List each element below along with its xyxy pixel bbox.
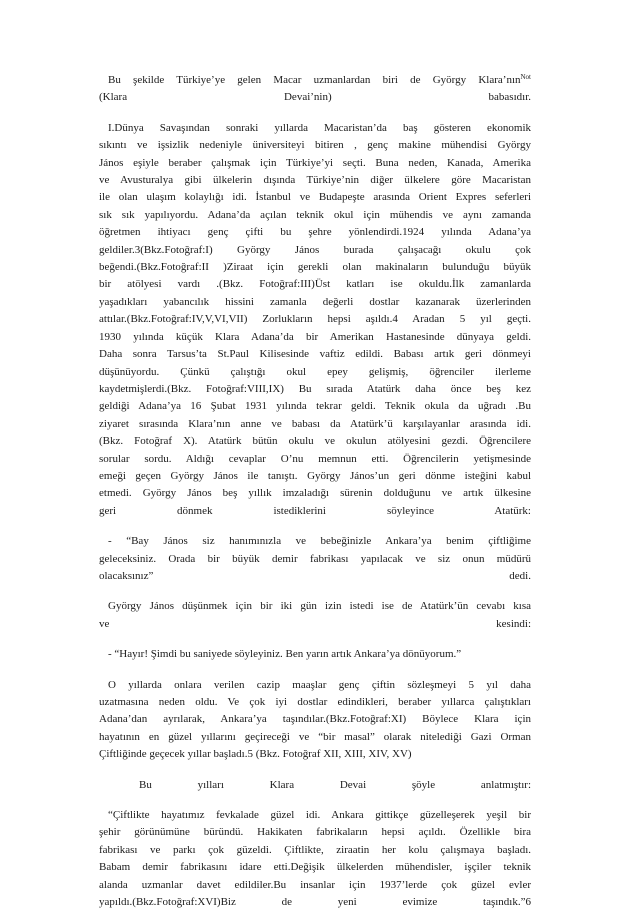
decision-paragraph	[99, 598, 531, 633]
history-line: ziyaret sırasında Klara’nın anne ve babası da Atatürk’ü karşılayanlar arasında idi.	[99, 417, 531, 430]
history-line: János eşiyle beraber çalışmak için Türkiye’yi seçti. Buna neden, Kanada, Amerika	[99, 156, 531, 169]
farm-life-paragraph	[99, 807, 531, 911]
farm-line: fabrikası ve parkı çok güzeldi. Çiftlikte, ziraatin her kolu çalışmaya başladı.	[99, 843, 531, 856]
quote-line: geleceksiniz. Orada bir büyük demir fabrikası yapılacak ve siz onun müdürü	[99, 552, 531, 565]
history-line: geri dönmek istediklerini söyleyince Atatürk:	[99, 504, 531, 517]
history-line: beğendi.(Bkz.Fotoğraf:II )Ziraat için gerekli olan makinaların bulunduğu büyük	[99, 261, 531, 274]
farm-line: şehir görünümüne büründü. Hakikaten fabrikaların hepsi açıldı. Özellikle bira	[99, 826, 531, 839]
history-line: geldiği Adana’ya 16 Şubat 1931 yılında tekrar geldi. Teknik okula da uğradı .Bu	[99, 400, 531, 413]
farm-line: “Çiftlikte hayatımız fevkalade güzel idi. Ankara gittikçe güzelleşerek yeşil bir	[108, 809, 531, 822]
narration-intro-paragraph	[99, 777, 531, 794]
history-line: sık sık yapılıyordu. Adana’da açılan teknik okul için mühendis ve aynı zamanda	[99, 208, 531, 221]
history-line: düşünüyordu. Çünkü çalıştığı okul epey gelişmiş, öğrenciler ilerleme	[99, 365, 531, 378]
ataturk-quote-paragraph	[99, 533, 531, 585]
history-line: geldiler.3(Bkz.Fotoğraf:I) György János burada çalışacağı okulu çok	[99, 243, 531, 256]
history-line: ve Avusturalya gibi ülkelerin dışında Türkiye’nin diğer ülkelere göre Macaristan	[99, 174, 531, 187]
narration-intro-line: Bu yılları Klara Devai şöyle anlatmıştır:	[139, 778, 531, 791]
history-line: yaşadıkları yabancılık hissini zamanla değerli dostlar kazanarak üzerlerinden	[99, 295, 531, 308]
quote-line: - “Bay János siz hanımınızla ve bebeğinizle Ankara’ya benim çiftliğime	[108, 535, 531, 548]
decision-line: György János düşünmek için bir iki gün izin istedi ise de Atatürk’ün cevabı kısa	[108, 600, 531, 613]
history-line: attılar.(Bkz.Fotoğraf:IV,V,VI,VII) Zorlukların hepsi aşıldı.4 Aradan 5 yıl geçti.	[99, 313, 531, 326]
decision-line: ve kesindi:	[99, 617, 531, 630]
history-line: ile olan ulaşım kolaylığı idi. İstanbul ve Budapeşte arasında Orient Expres seferleri	[99, 191, 531, 204]
note-superscript: Not	[520, 73, 531, 81]
history-line: öğretmen ihtiyacı genç çifti bu şehre yönlendirdi.1924 yılında Adana’ya	[99, 226, 531, 239]
reply-paragraph	[99, 646, 531, 663]
intro-line-2: (Klara Devai’nin) babasıdır.	[99, 91, 531, 104]
intro-line-1: Bu şekilde Türkiye’ye gelen Macar uzmanlardan biri de György Klara’nın	[108, 74, 521, 86]
move-to-ankara-paragraph	[99, 677, 531, 764]
history-line: 1930 yılında küçük Klara Adana’da bir Amerikan Hastanesinde dünyaya geldi.	[99, 330, 531, 343]
quote-line: olacaksınız” dedi.	[99, 569, 531, 582]
history-line: I.Dünya Savaşından sonraki yıllarda Macaristan’da baş gösteren ekonomik	[108, 121, 531, 134]
move-line: Çiftliğinde geçecek yıllar başladı.5 (Bkz. Fotoğraf XII, XIII, XIV, XV)	[99, 748, 412, 761]
history-line: bir atölyesi vardı .(Bkz. Fotoğraf:III)Üst katları ise okuldu.İlk zamanlarda	[99, 278, 531, 291]
history-line: (Bkz. Fotoğraf X). Atatürk bütün okulu ve okulun atölyesini gezdi. Öğrencilere	[99, 435, 531, 448]
history-line: emeği geçen György János ile tanıştı. György János’un geri dönme isteğini kabul	[99, 469, 531, 482]
move-line: uzatmasına neden oldu. Ve çok iyi dostlar edindikleri, beraber yıllarca çalıştıkları	[99, 696, 531, 708]
farm-line: Babam demir fabrikasını idare etti.Değişik ülkelerden mühendisler, işçiler teknik	[99, 861, 531, 874]
history-paragraph	[99, 120, 531, 520]
move-line: Adana’dan ayrılarak, Ankara’ya taşındılar.(Bkz.Fotoğraf:XI) Böylece Klara için	[99, 713, 531, 726]
move-line: O yıllarda onlara verilen cazip maaşlar genç çiftin sözleşmeyi 5 yıl daha	[108, 678, 531, 691]
history-line: Daha sonra Tarsus’ta St.Paul Kilisesinde vaftiz edildi. Babası artık geri dönmeyi	[99, 348, 531, 361]
history-line: kaydetmişlerdi.(Bkz. Fotoğraf:VIII,IX) Bu sırada Atatürk daha önce beş kez	[99, 382, 531, 395]
move-line: hayatının en güzel yıllarını geçireceği ve “bir masal” olarak nitelediği Gazi Orman	[99, 730, 531, 743]
history-line: sıkıntı ve işsizlik nedeniyle üniversiteyi bitiren , genç makine mühendisi György	[99, 139, 531, 152]
history-line: sorular sordu. Aldığı cevaplar O’nu memnun etti. Öğrencilerin yetişmesinde	[99, 452, 531, 465]
farm-line: alanda uzmanlar davet edildiler.Bu insanlar için 1937’lerde çok güzel evler	[99, 878, 531, 891]
document-page	[99, 72, 531, 924]
farm-line: yapıldı.(Bkz.Fotoğraf:XVI)Biz de yeni evimize taşındık.”6	[99, 896, 531, 909]
intro-paragraph	[99, 72, 531, 107]
history-line: etmedi. György János beş yıllık imzaladığı sürenin dolduğunu ve artık ülkesine	[99, 487, 531, 500]
reply-line: - “Hayır! Şimdi bu saniyede söyleyiniz. Ben yarın artık Ankara’ya dönüyorum.”	[108, 648, 462, 661]
